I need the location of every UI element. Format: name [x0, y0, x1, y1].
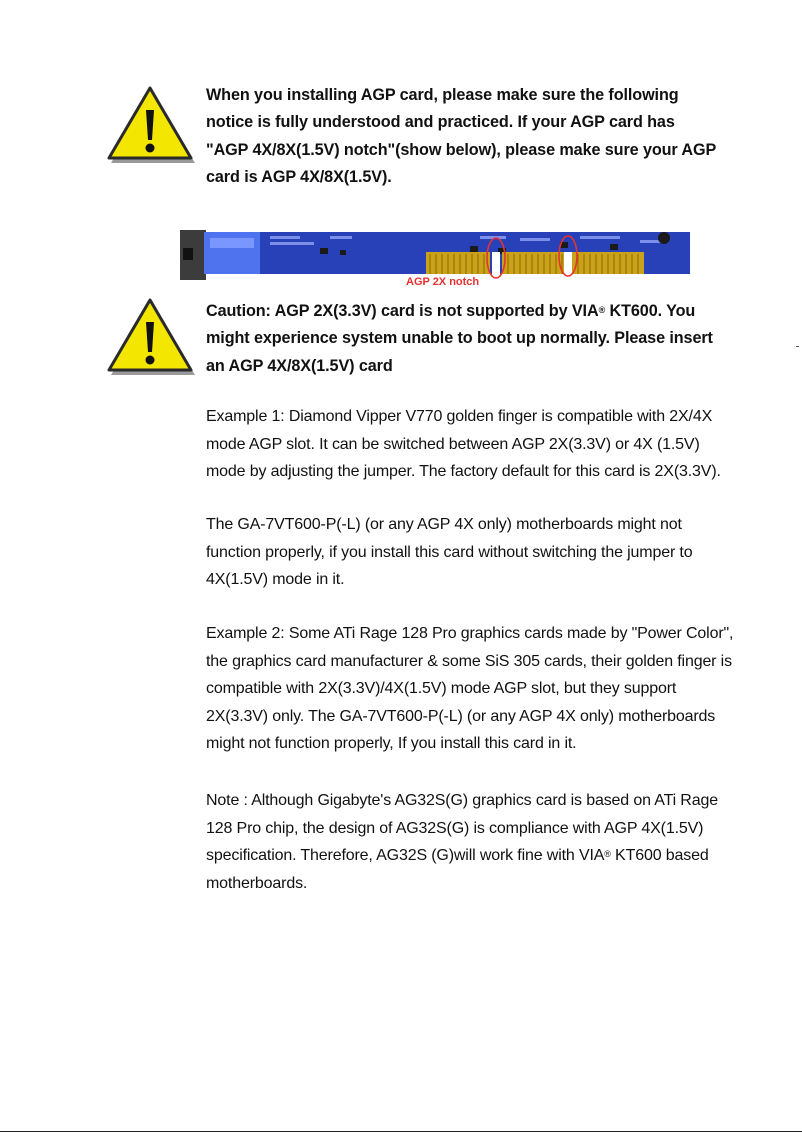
example-1-text: Example 1: Diamond Vipper V770 golden finger is compatible with 2X/4X mode AGP slot. It can be switched between AGP 2X(3.3V) or 4X (1.5V) mode by adjusting the jumper. The factory default for this card is 2X(3.3V). — [206, 408, 721, 480]
agp-4x8x-notch-label: AGP 4X/8X notch — [580, 276, 662, 287]
registered-mark: ® — [604, 849, 611, 859]
caution-text-cont: KT600. You might experience system unable to boot up normally. Please insert an AGP 4X/8X(1.5V) card — [206, 302, 713, 375]
agp-2x-notch-label: AGP 2X notch — [406, 276, 480, 288]
warning-text-1: When you installing AGP card, please make sure the following notice is fully understood and practiced. If your AGP card has "AGP 4X/8X(1.5V) notch"(show below), please make sure your AGP card is AGP 4X/8X(1.5V). — [206, 86, 716, 186]
warning-icon — [104, 296, 196, 376]
note-text-end: KT600 based motherboards. — [206, 847, 709, 892]
example-1-followup-text: The GA-7VT600-P(-L) (or any AGP 4X only) motherboards might not function properly, if you install this card without switching the jumper to 4X(1.5V) mode in it. — [206, 516, 693, 588]
note-text-body: Note : Although Gigabyte's AG32S(G) graphics card is based on ATi Rage 128 Pro chip, the design of AG32S(G) is compliance with AGP 4X(1.5V) specification. Therefore, AG32S (G)will work fine with VIA — [206, 792, 718, 864]
note-text — [206, 787, 736, 897]
warning-icon — [104, 84, 196, 164]
page-edge-mark — [796, 346, 799, 347]
caution-text: Caution: AGP 2X(3.3V) card is not supported by VIA — [206, 302, 599, 320]
registered-mark: ® — [598, 305, 606, 315]
warning-text-2 — [206, 298, 716, 380]
example-2-text: Example 2: Some ATi Rage 128 Pro graphics cards made by "Power Color", the graphics card manufacturer & some SiS 305 cards, their golden finger is compatible with 2X(3.3V)/4X(1.5V) mode AGP slot, but they support 2X(3.3V) only. The GA-7VT600-P(-L) (or any AGP 4X only) motherboards might not function properly, If you install this card in it. — [206, 625, 734, 752]
footer-rule — [0, 1131, 802, 1132]
